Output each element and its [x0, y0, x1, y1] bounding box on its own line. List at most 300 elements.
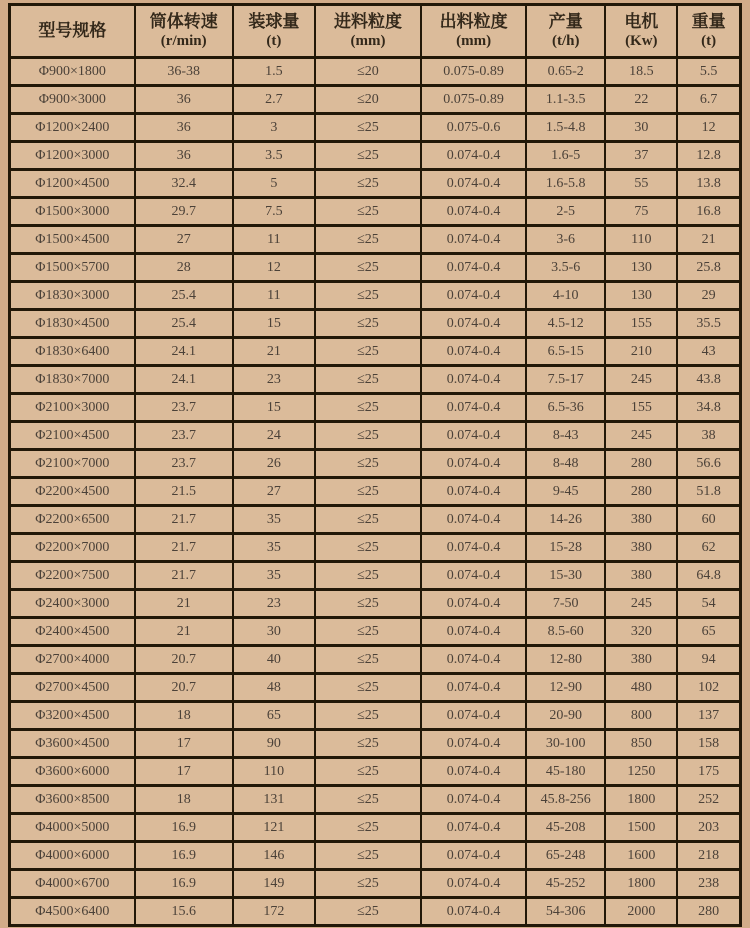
table-row	[10, 198, 741, 226]
spec-cell: 75	[605, 198, 677, 226]
spec-cell: 0.074-0.4	[421, 674, 526, 702]
spec-cell: ≤25	[315, 506, 421, 534]
column-header	[315, 5, 421, 58]
spec-cell: 280	[605, 450, 677, 478]
spec-cell: 0.074-0.4	[421, 646, 526, 674]
column-header-unit: (t)	[266, 33, 282, 50]
spec-cell: 155	[605, 310, 677, 338]
spec-cell: 14-26	[526, 506, 605, 534]
spec-cell: 20.7	[135, 674, 233, 702]
model-cell: Φ900×3000	[10, 86, 135, 114]
spec-cell: 45-208	[526, 814, 605, 842]
spec-cell: 36	[135, 86, 233, 114]
spec-cell: 6.5-15	[526, 338, 605, 366]
spec-cell: 3-6	[526, 226, 605, 254]
table-row	[10, 254, 741, 282]
column-header	[605, 5, 677, 58]
spec-cell: 210	[605, 338, 677, 366]
spec-cell: 158	[677, 730, 740, 758]
table-row	[10, 590, 741, 618]
spec-cell: 18	[135, 786, 233, 814]
column-header-unit: (t/h)	[551, 33, 580, 50]
spec-cell: 21.5	[135, 478, 233, 506]
spec-cell: 7.5-17	[526, 366, 605, 394]
spec-cell: 0.074-0.4	[421, 142, 526, 170]
spec-cell: ≤25	[315, 786, 421, 814]
spec-cell: 5.5	[677, 58, 740, 86]
column-header-unit: (t)	[701, 33, 717, 50]
spec-cell: ≤25	[315, 562, 421, 590]
model-cell: Φ1200×3000	[10, 142, 135, 170]
table-row	[10, 618, 741, 646]
spec-cell: 15	[233, 394, 315, 422]
spec-cell: 43.8	[677, 366, 740, 394]
table-row	[10, 310, 741, 338]
spec-cell: 1.6-5	[526, 142, 605, 170]
spec-cell: 30	[233, 618, 315, 646]
spec-cell: 34.8	[677, 394, 740, 422]
spec-cell: 0.074-0.4	[421, 702, 526, 730]
spec-cell: 35	[233, 506, 315, 534]
spec-cell: 6.7	[677, 86, 740, 114]
spec-cell: 1600	[605, 842, 677, 870]
spec-cell: 26	[233, 450, 315, 478]
spec-cell: 51.8	[677, 478, 740, 506]
spec-cell: 0.074-0.4	[421, 506, 526, 534]
spec-cell: 800	[605, 702, 677, 730]
spec-cell: 11	[233, 282, 315, 310]
model-cell: Φ900×1800	[10, 58, 135, 86]
spec-cell: ≤25	[315, 450, 421, 478]
spec-cell: 1.6-5.8	[526, 170, 605, 198]
table-body	[10, 58, 741, 926]
table-row	[10, 394, 741, 422]
spec-cell: ≤25	[315, 646, 421, 674]
spec-cell: 0.074-0.4	[421, 198, 526, 226]
spec-cell: 23	[233, 590, 315, 618]
model-cell: Φ4500×6400	[10, 898, 135, 926]
model-cell: Φ1500×4500	[10, 226, 135, 254]
column-header-label: 电机	[624, 12, 659, 32]
model-cell: Φ1830×7000	[10, 366, 135, 394]
spec-cell: 48	[233, 674, 315, 702]
spec-cell: 23	[233, 366, 315, 394]
spec-cell: 0.074-0.4	[421, 562, 526, 590]
spec-cell: 1500	[605, 814, 677, 842]
spec-cell: 9-45	[526, 478, 605, 506]
spec-cell: ≤25	[315, 254, 421, 282]
spec-cell: ≤25	[315, 898, 421, 926]
spec-cell: 15.6	[135, 898, 233, 926]
spec-cell: 45.8-256	[526, 786, 605, 814]
spec-cell: 102	[677, 674, 740, 702]
spec-cell: 18	[135, 702, 233, 730]
spec-cell: 36-38	[135, 58, 233, 86]
model-cell: Φ3600×6000	[10, 758, 135, 786]
spec-cell: ≤25	[315, 730, 421, 758]
spec-cell: ≤25	[315, 114, 421, 142]
header-row	[10, 5, 741, 58]
spec-cell: 64.8	[677, 562, 740, 590]
table-row	[10, 226, 741, 254]
spec-cell: 45-252	[526, 870, 605, 898]
spec-cell: 3.5	[233, 142, 315, 170]
spec-cell: ≤25	[315, 534, 421, 562]
spec-cell: 110	[605, 226, 677, 254]
spec-cell: 1250	[605, 758, 677, 786]
spec-cell: 1.5-4.8	[526, 114, 605, 142]
table-row	[10, 674, 741, 702]
model-cell: Φ1200×2400	[10, 114, 135, 142]
table-row	[10, 646, 741, 674]
column-header	[135, 5, 233, 58]
spec-cell: 0.074-0.4	[421, 842, 526, 870]
column-header-unit: (mm)	[456, 33, 492, 50]
column-header	[10, 5, 135, 58]
spec-cell: 21.7	[135, 562, 233, 590]
spec-cell: 0.074-0.4	[421, 590, 526, 618]
model-cell: Φ2200×7500	[10, 562, 135, 590]
spec-cell: ≤20	[315, 58, 421, 86]
spec-cell: 7.5	[233, 198, 315, 226]
table-row	[10, 898, 741, 926]
spec-cell: 131	[233, 786, 315, 814]
column-header	[677, 5, 740, 58]
spec-cell: 2-5	[526, 198, 605, 226]
spec-cell: 2000	[605, 898, 677, 926]
spec-cell: ≤25	[315, 870, 421, 898]
spec-cell: 12.8	[677, 142, 740, 170]
spec-cell: ≤25	[315, 478, 421, 506]
spec-cell: 0.075-0.89	[421, 58, 526, 86]
spec-cell: 30	[605, 114, 677, 142]
spec-cell: 8-48	[526, 450, 605, 478]
spec-cell: 0.074-0.4	[421, 814, 526, 842]
model-cell: Φ1830×6400	[10, 338, 135, 366]
spec-cell: 1800	[605, 786, 677, 814]
spec-cell: 0.074-0.4	[421, 366, 526, 394]
spec-cell: 4-10	[526, 282, 605, 310]
spec-cell: 238	[677, 870, 740, 898]
model-cell: Φ2100×4500	[10, 422, 135, 450]
spec-cell: 21.7	[135, 506, 233, 534]
spec-cell: 21.7	[135, 534, 233, 562]
spec-cell: ≤25	[315, 282, 421, 310]
spec-cell: 40	[233, 646, 315, 674]
spec-cell: 12	[233, 254, 315, 282]
spec-cell: 35.5	[677, 310, 740, 338]
table-row	[10, 450, 741, 478]
column-header	[421, 5, 526, 58]
spec-cell: ≤25	[315, 198, 421, 226]
spec-cell: 6.5-36	[526, 394, 605, 422]
table-row	[10, 730, 741, 758]
spec-cell: 21	[677, 226, 740, 254]
spec-cell: 11	[233, 226, 315, 254]
spec-cell: ≤25	[315, 310, 421, 338]
table-row	[10, 422, 741, 450]
spec-cell: 56.6	[677, 450, 740, 478]
spec-cell: ≤25	[315, 814, 421, 842]
spec-cell: 37	[605, 142, 677, 170]
spec-cell: 280	[677, 898, 740, 926]
spec-cell: 55	[605, 170, 677, 198]
spec-cell: 0.65-2	[526, 58, 605, 86]
spec-cell: 0.074-0.4	[421, 534, 526, 562]
spec-cell: 30-100	[526, 730, 605, 758]
spec-cell: 24	[233, 422, 315, 450]
spec-cell: ≤25	[315, 758, 421, 786]
spec-cell: 2.7	[233, 86, 315, 114]
table-row	[10, 86, 741, 114]
spec-cell: 280	[605, 478, 677, 506]
model-cell: Φ2200×6500	[10, 506, 135, 534]
spec-cell: 245	[605, 422, 677, 450]
spec-cell: 203	[677, 814, 740, 842]
spec-cell: ≤25	[315, 590, 421, 618]
spec-cell: ≤25	[315, 422, 421, 450]
spec-cell: 25.8	[677, 254, 740, 282]
model-cell: Φ3200×4500	[10, 702, 135, 730]
spec-cell: 21	[135, 618, 233, 646]
spec-cell: 0.075-0.6	[421, 114, 526, 142]
spec-cell: 15	[233, 310, 315, 338]
spec-cell: 5	[233, 170, 315, 198]
spec-cell: 24.1	[135, 338, 233, 366]
spec-cell: 121	[233, 814, 315, 842]
spec-cell: 54-306	[526, 898, 605, 926]
spec-cell: 60	[677, 506, 740, 534]
spec-cell: 32.4	[135, 170, 233, 198]
spec-cell: 15-28	[526, 534, 605, 562]
column-header-label: 进料粒度	[333, 12, 402, 32]
spec-cell: 27	[135, 226, 233, 254]
spec-cell: 110	[233, 758, 315, 786]
spec-cell: 25.4	[135, 282, 233, 310]
column-header-unit: (mm)	[350, 33, 386, 50]
spec-cell: 0.074-0.4	[421, 338, 526, 366]
spec-cell: 45-180	[526, 758, 605, 786]
table-row	[10, 506, 741, 534]
spec-cell: 43	[677, 338, 740, 366]
spec-cell: 380	[605, 562, 677, 590]
table-row	[10, 58, 741, 86]
spec-cell: 3.5-6	[526, 254, 605, 282]
spec-cell: 65	[677, 618, 740, 646]
spec-cell: 38	[677, 422, 740, 450]
column-header-unit: (Kw)	[625, 33, 658, 50]
spec-cell: 380	[605, 506, 677, 534]
spec-cell: 0.074-0.4	[421, 310, 526, 338]
model-cell: Φ2700×4000	[10, 646, 135, 674]
model-cell: Φ4000×6000	[10, 842, 135, 870]
spec-cell: 65	[233, 702, 315, 730]
spec-cell: 13.8	[677, 170, 740, 198]
spec-cell: 137	[677, 702, 740, 730]
spec-cell: 0.074-0.4	[421, 394, 526, 422]
table-row	[10, 702, 741, 730]
spec-cell: 0.074-0.4	[421, 870, 526, 898]
spec-cell: 62	[677, 534, 740, 562]
spec-cell: 16.9	[135, 842, 233, 870]
column-header-unit: (r/min)	[160, 33, 207, 50]
spec-cell: 149	[233, 870, 315, 898]
spec-cell: 12	[677, 114, 740, 142]
spec-table	[8, 3, 742, 927]
model-cell: Φ1500×5700	[10, 254, 135, 282]
model-cell: Φ2700×4500	[10, 674, 135, 702]
spec-cell: 8-43	[526, 422, 605, 450]
spec-cell: 380	[605, 534, 677, 562]
spec-cell: 21	[233, 338, 315, 366]
model-cell: Φ3600×4500	[10, 730, 135, 758]
spec-cell: ≤25	[315, 394, 421, 422]
spec-cell: 0.074-0.4	[421, 786, 526, 814]
model-cell: Φ4000×6700	[10, 870, 135, 898]
column-header	[526, 5, 605, 58]
table-header	[10, 5, 741, 58]
model-cell: Φ1200×4500	[10, 170, 135, 198]
model-cell: Φ2200×7000	[10, 534, 135, 562]
spec-cell: 94	[677, 646, 740, 674]
spec-cell: 36	[135, 114, 233, 142]
model-cell: Φ2200×4500	[10, 478, 135, 506]
table-row	[10, 478, 741, 506]
spec-cell: 175	[677, 758, 740, 786]
spec-cell: 0.074-0.4	[421, 730, 526, 758]
spec-cell: 1.5	[233, 58, 315, 86]
spec-cell: 252	[677, 786, 740, 814]
spec-cell: 23.7	[135, 394, 233, 422]
spec-cell: 21	[135, 590, 233, 618]
spec-cell: 12-80	[526, 646, 605, 674]
column-header-label: 出料粒度	[439, 12, 508, 32]
spec-cell: 0.074-0.4	[421, 758, 526, 786]
spec-cell: 130	[605, 282, 677, 310]
column-header-label: 重量	[691, 12, 726, 32]
model-cell: Φ2400×3000	[10, 590, 135, 618]
spec-cell: ≤25	[315, 702, 421, 730]
spec-cell: 29	[677, 282, 740, 310]
spec-cell: 380	[605, 646, 677, 674]
table-row	[10, 562, 741, 590]
column-header-label: 产量	[548, 12, 583, 32]
spec-cell: 0.074-0.4	[421, 478, 526, 506]
column-header-label: 装球量	[248, 12, 300, 32]
spec-cell: 0.074-0.4	[421, 898, 526, 926]
column-header	[233, 5, 315, 58]
spec-cell: 16.9	[135, 814, 233, 842]
table-row	[10, 338, 741, 366]
spec-cell: 12-90	[526, 674, 605, 702]
spec-cell: 22	[605, 86, 677, 114]
spec-cell: 172	[233, 898, 315, 926]
column-header-label: 筒体转速	[149, 12, 218, 32]
spec-cell: ≤25	[315, 674, 421, 702]
table-row	[10, 758, 741, 786]
spec-cell: 20.7	[135, 646, 233, 674]
model-cell: Φ1830×3000	[10, 282, 135, 310]
spec-cell: 0.074-0.4	[421, 254, 526, 282]
model-cell: Φ2100×7000	[10, 450, 135, 478]
spec-cell: 1.1-3.5	[526, 86, 605, 114]
spec-cell: ≤20	[315, 86, 421, 114]
spec-cell: 0.074-0.4	[421, 422, 526, 450]
table-row	[10, 114, 741, 142]
table-row	[10, 786, 741, 814]
spec-cell: ≤25	[315, 618, 421, 646]
spec-cell: 36	[135, 142, 233, 170]
model-cell: Φ1500×3000	[10, 198, 135, 226]
table-row	[10, 534, 741, 562]
spec-cell: 35	[233, 534, 315, 562]
model-cell: Φ3600×8500	[10, 786, 135, 814]
spec-cell: 8.5-60	[526, 618, 605, 646]
spec-cell: 25.4	[135, 310, 233, 338]
spec-cell: 245	[605, 590, 677, 618]
spec-cell: 29.7	[135, 198, 233, 226]
table-row	[10, 170, 741, 198]
table-row	[10, 842, 741, 870]
spec-cell: 0.074-0.4	[421, 282, 526, 310]
spec-cell: 245	[605, 366, 677, 394]
table-row	[10, 814, 741, 842]
spec-cell: ≤25	[315, 226, 421, 254]
spec-cell: 0.074-0.4	[421, 450, 526, 478]
spec-cell: 7-50	[526, 590, 605, 618]
spec-cell: 130	[605, 254, 677, 282]
spec-cell: 146	[233, 842, 315, 870]
spec-cell: ≤25	[315, 842, 421, 870]
spec-cell: 155	[605, 394, 677, 422]
table-row	[10, 366, 741, 394]
spec-cell: ≤25	[315, 170, 421, 198]
spec-cell: 1800	[605, 870, 677, 898]
table-row	[10, 282, 741, 310]
spec-cell: ≤25	[315, 142, 421, 170]
spec-cell: 35	[233, 562, 315, 590]
spec-cell: 17	[135, 758, 233, 786]
spec-cell: 54	[677, 590, 740, 618]
spec-cell: 23.7	[135, 450, 233, 478]
spec-cell: 24.1	[135, 366, 233, 394]
spec-cell: 16.9	[135, 870, 233, 898]
spec-cell: 0.075-0.89	[421, 86, 526, 114]
spec-cell: 15-30	[526, 562, 605, 590]
spec-cell: ≤25	[315, 366, 421, 394]
column-header-label: 型号规格	[38, 20, 107, 40]
spec-cell: 16.8	[677, 198, 740, 226]
spec-cell: 850	[605, 730, 677, 758]
spec-cell: 90	[233, 730, 315, 758]
spec-cell: 20-90	[526, 702, 605, 730]
spec-cell: 0.074-0.4	[421, 226, 526, 254]
spec-cell: 17	[135, 730, 233, 758]
spec-cell: 320	[605, 618, 677, 646]
spec-cell: 23.7	[135, 422, 233, 450]
spec-cell: 18.5	[605, 58, 677, 86]
table-row	[10, 142, 741, 170]
model-cell: Φ1830×4500	[10, 310, 135, 338]
spec-cell: 28	[135, 254, 233, 282]
table-row	[10, 870, 741, 898]
spec-cell: 0.074-0.4	[421, 618, 526, 646]
spec-cell: 480	[605, 674, 677, 702]
spec-cell: 65-248	[526, 842, 605, 870]
spec-cell: 0.074-0.4	[421, 170, 526, 198]
spec-cell: 218	[677, 842, 740, 870]
model-cell: Φ2400×4500	[10, 618, 135, 646]
